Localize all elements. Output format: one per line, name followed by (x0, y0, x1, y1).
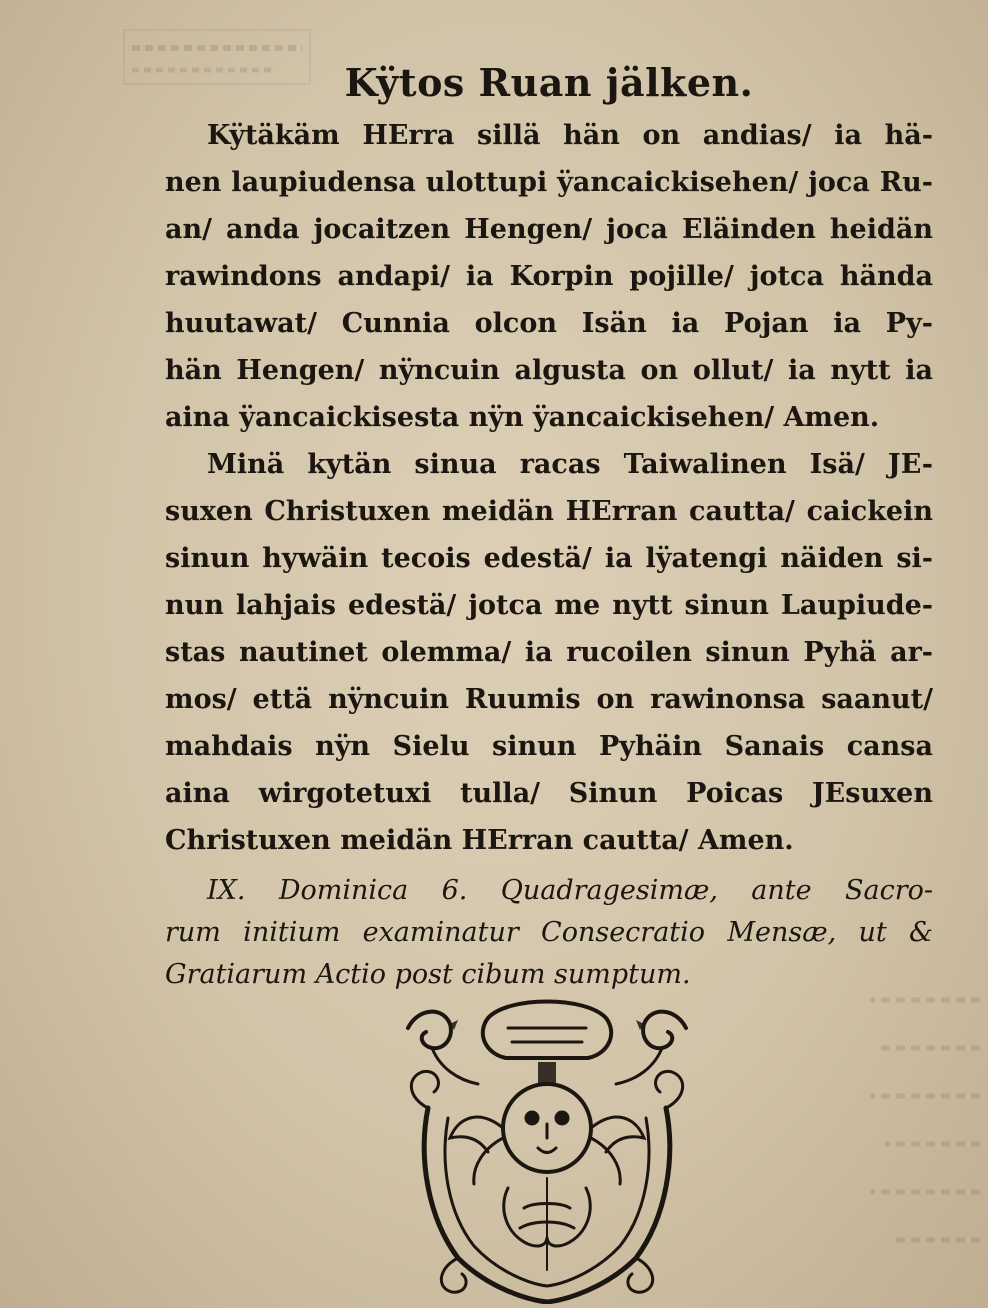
rubric-line: IX. Dominica 6. Quadragesimæ, ante Sacro- (207, 875, 933, 906)
latin-rubric (165, 870, 933, 996)
prayer-line: Minä kytän sinua racas Taiwalinen Isä/ JE- (207, 449, 933, 480)
prayer-line: nun lahjais edestä/ jotca me nytt sinun Laupiude- (165, 590, 933, 621)
text-block (165, 58, 933, 996)
prayer-line: stas nautinet olemma/ ia rucoilen sinun Pyhä ar- (165, 637, 933, 668)
prayer-line: hän Hengen/ nÿncuin algusta on ollut/ ia nytt ia (165, 355, 933, 386)
prayer-line: aina ÿancaickisesta nÿn ÿancaickisehen/ Amen. (165, 402, 880, 433)
prayer-line: mahdais nÿn Sielu sinun Pyhäin Sanais cansa (165, 731, 933, 762)
prayer-line: an/ anda jocaitzen Hengen/ joca Eläinden heidän (165, 214, 933, 245)
show-through-mark (860, 980, 980, 1280)
prayer-before-meal (165, 112, 933, 441)
prayer-line: Kÿtäkäm HErra sillä hän on andias/ ia hä- (207, 120, 933, 151)
woodcut-ornament-icon (388, 988, 706, 1304)
prayer-line: nen laupiudensa ulottupi ÿancaickisehen/ joca Ru- (165, 167, 933, 198)
prayer-after-meal (165, 441, 933, 864)
prayer-line: huutawat/ Cunnia olcon Isän ia Pojan ia Py- (165, 308, 933, 339)
prayer-line: mos/ että nÿncuin Ruumis on rawinonsa saanut/ (165, 684, 933, 715)
prayer-line: suxen Christuxen meidän HErran cautta/ caickein (165, 496, 933, 527)
rubric-line: Gratiarum Actio post cibum sumptum. (165, 959, 691, 990)
page-title: Kÿtos Ruan jälken. (344, 60, 754, 105)
prayer-line: sinun hywäin tecois edestä/ ia lÿatengi näiden si- (165, 543, 933, 574)
prayer-line: Christuxen meidän HErran cautta/ Amen. (165, 825, 794, 856)
prayer-line: rawindons andapi/ ia Korpin pojille/ jotca hända (165, 261, 933, 292)
rubric-line: rum initium examinatur Consecratio Mensæ, ut & (165, 917, 933, 948)
prayer-line: aina wirgotetuxi tulla/ Sinun Poicas JEsuxen (165, 778, 933, 809)
